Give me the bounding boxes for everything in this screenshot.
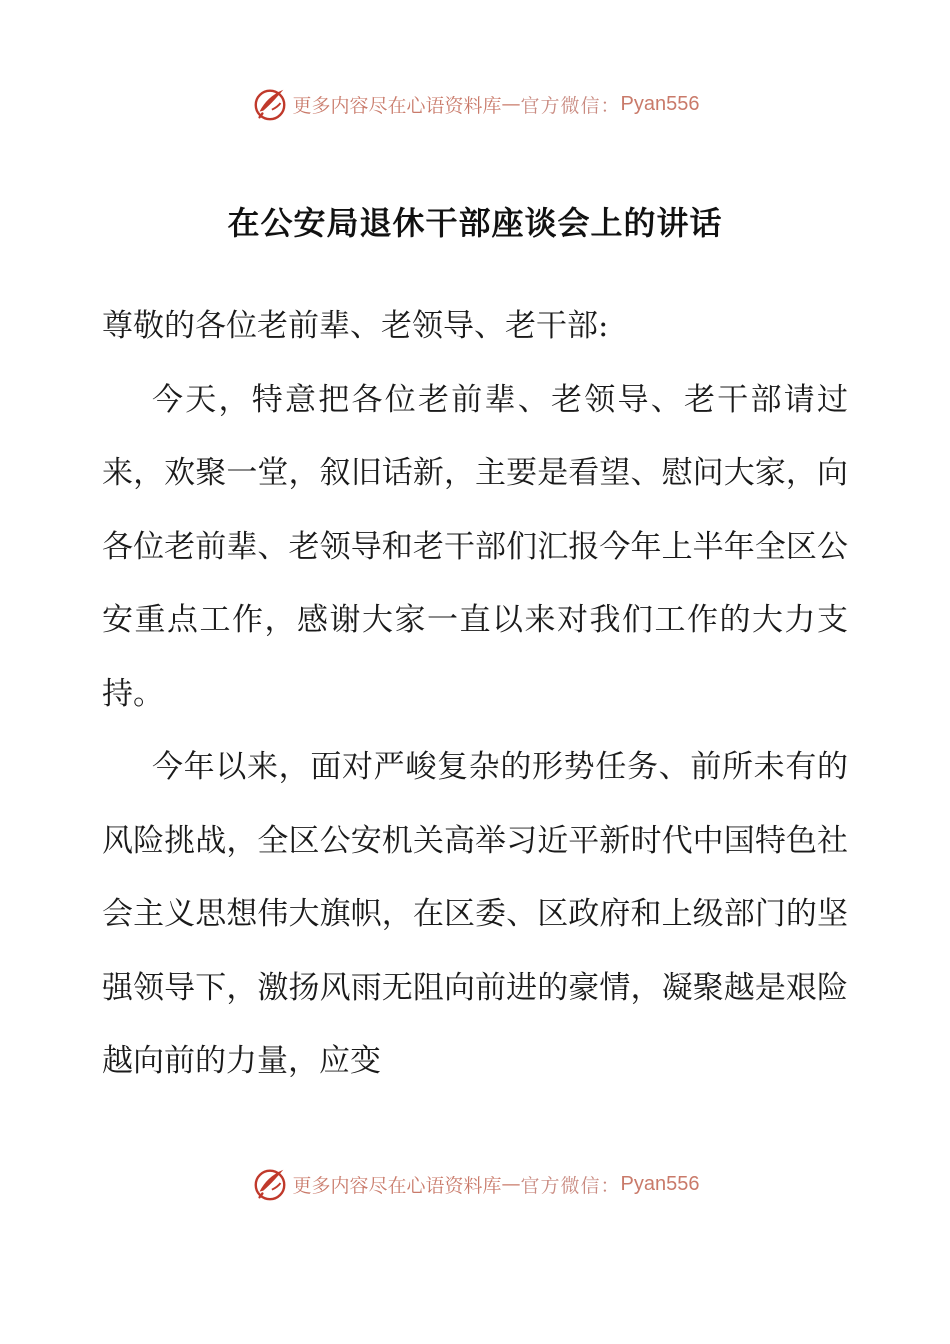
banner-site-text: 更多内容尽在心语资料库 [292, 94, 502, 117]
banner-dash: — [501, 93, 521, 115]
banner-wechat-id: Pyan556 [620, 1172, 700, 1195]
quill-logo-icon [251, 1165, 289, 1203]
banner-site-text: 更多内容尽在心语资料库 [292, 1174, 502, 1197]
salutation: 尊敬的各位老前辈、老领导、老干部: [102, 308, 609, 344]
document-title: 在公安局退休干部座谈会上的讲话 [227, 204, 723, 242]
banner-dash: — [501, 1173, 521, 1195]
header-watermark-banner [0, 82, 950, 126]
paragraph-2: 今年以来，面对严峻复杂的形势任务、前所未有的风险挑战，全区公安机关高举习近平新时代中国特色社会主义思想伟大旗帜，在区委、区政府和上级部门的坚强领导下，激扬风雨无阻向前进的豪情，凝聚越是艰险越向前的力量，应变 [102, 749, 848, 1079]
paragraph-1: 今天，特意把各位老前辈、老领导、老干部请过来，欢聚一堂，叙旧话新，主要是看望、慰问大家，向各位老前辈、老领导和老干部们汇报今年上半年全区公安重点工作，感谢大家一直以来对我们工作的大力支持。 [102, 381, 848, 712]
banner-wechat-label: 官方微信： [520, 94, 621, 117]
quill-logo-icon [251, 85, 289, 123]
document-body [102, 290, 848, 1099]
banner-wechat-label: 官方微信： [520, 1174, 621, 1197]
footer-watermark-banner [0, 1162, 950, 1206]
banner-wechat-id: Pyan556 [620, 92, 700, 115]
